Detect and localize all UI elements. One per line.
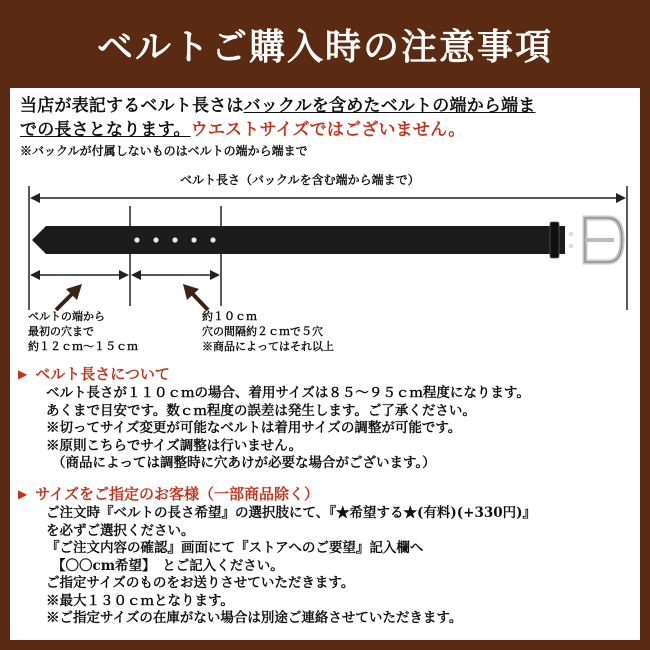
intro-line1-plain: 当店が表記するベルト長さは xyxy=(20,96,244,116)
buckle-icon xyxy=(585,218,622,262)
pointer-arrow-right xyxy=(183,284,208,310)
rivet-icon xyxy=(569,244,574,249)
body-line: ご指定サイズのものをお送りさせていただきます。 xyxy=(46,575,355,591)
notice-panel xyxy=(10,88,640,640)
belt-hole xyxy=(172,237,177,242)
triangle-bullet-icon: ▶ xyxy=(18,486,28,501)
body-line: あくまで目安です。数ｃｍ程度の誤差は発生します。ご了承ください。 xyxy=(46,402,476,419)
body-line: ※ご指定サイズの在庫がない場合は別途ご連絡させていただきます。 xyxy=(46,610,463,626)
belt-strap xyxy=(32,226,565,254)
body-line: ※原則こちらでサイズ調整は行いません。 xyxy=(46,437,303,454)
first-hole-label-line: 約１２ｃｍ～１５ｃｍ xyxy=(28,340,138,353)
body-line: を必ずご選択ください。 xyxy=(46,522,195,539)
belt-hole xyxy=(134,237,139,242)
hole-span-label-line: 約１０ｃｍ xyxy=(202,310,257,323)
intro-warning: ウエストサイズではございません。 xyxy=(190,120,466,140)
hole-span-label-line: ※商品によってはそれ以上 xyxy=(202,340,334,353)
section-heading-text: ベルト長さについて xyxy=(35,365,170,383)
intro-line1-underlined: バックルを含めたベルトの端から端ま xyxy=(243,96,536,116)
rivet-icon xyxy=(569,232,574,237)
body-line: 『ご注文内容の確認』画面にて『ストアへのご要望』記入欄へ xyxy=(46,540,424,556)
hole-span-dimension-arrow xyxy=(131,270,220,280)
intro-note: ※バックルが付属しないものはベルトの端から端まで xyxy=(20,144,308,158)
belt-keeper xyxy=(550,222,559,258)
body-line: ご注文時『ベルトの長さ希望』の選択肢にて、『★希望する★(有料)(+330円)』 xyxy=(46,505,537,521)
triangle-bullet-icon: ▶ xyxy=(18,366,28,381)
intro-line2-underlined: での長さとなります。 xyxy=(20,120,191,140)
section-size-request-heading xyxy=(18,483,319,504)
page-title: ベルトご購入時の注意事項 xyxy=(96,26,553,68)
body-line: ※切ってサイズ変更が可能なベルトは着用サイズの調整が可能です。 xyxy=(46,420,462,436)
body-line: ※最大１３０ｃｍとなります。 xyxy=(46,592,234,609)
section-heading-text: サイズをご指定のお客様（一部商品除く） xyxy=(35,485,320,503)
body-line: ベルト長さが１１０ｃｍの場合、着用サイズは８５～９５ｃｍ程度になります。 xyxy=(46,385,530,401)
length-dimension-arrow xyxy=(30,193,626,203)
hole-span-label-line: 穴の間隔約２ｃｍで５穴 xyxy=(202,325,323,338)
first-hole-dimension-arrow xyxy=(30,270,129,280)
section-belt-length-heading xyxy=(18,363,170,384)
belt-length-label: ベルト長さ（バックルを含む端から端まで） xyxy=(180,173,420,187)
section-belt-length-body xyxy=(46,385,636,473)
belt-hole xyxy=(210,237,215,242)
body-line: （商品によっては調整時に穴あけが必要な場合がございます。） xyxy=(52,455,436,471)
hole-span-label xyxy=(202,309,334,354)
first-hole-label-line: 最初の穴まで xyxy=(28,325,94,338)
body-line: 【〇〇cm希望】 とご記入ください。 xyxy=(52,557,284,574)
section-size-request-body xyxy=(46,505,636,628)
first-hole-label-line: ベルトの端から xyxy=(28,310,105,323)
first-hole-label xyxy=(28,309,138,354)
belt-hole xyxy=(191,237,196,242)
belt-hole xyxy=(153,237,158,242)
pointer-arrow-left xyxy=(56,284,82,310)
